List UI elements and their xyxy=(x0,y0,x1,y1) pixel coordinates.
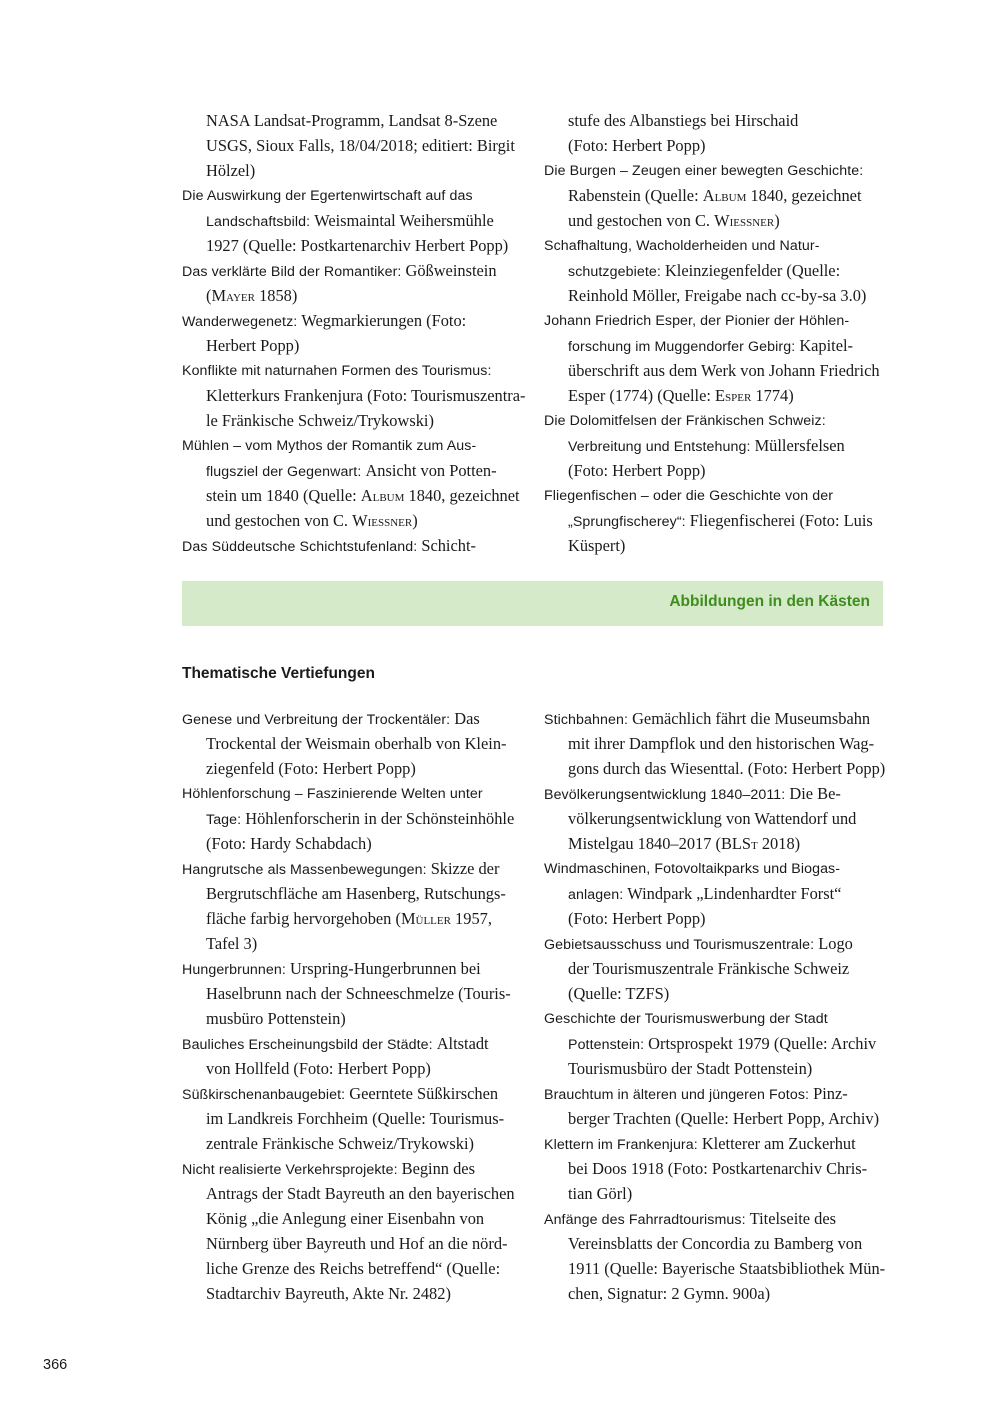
caption-title-text: forschung im Muggendorfer Gebirg: xyxy=(568,339,800,355)
caption-source-text: tian Görl) xyxy=(568,1184,633,1203)
caption-source-text: Höhlenforscherin in der Schönsteinhöhle xyxy=(245,809,515,828)
caption-title-text: Genese und Verbreitung der Trockentäler: xyxy=(182,712,455,728)
caption-line xyxy=(568,984,669,1005)
caption-line xyxy=(206,909,492,930)
caption-entry-start xyxy=(182,311,466,332)
caption-source-text: und gestochen von C. xyxy=(568,211,715,230)
caption-source-text: Skizze der xyxy=(430,859,500,878)
caption-line xyxy=(568,186,862,207)
caption-source-text: ) xyxy=(774,211,780,230)
caption-source-text: musbüro Pottenstein) xyxy=(206,1009,346,1028)
caption-source-text: Wiessner xyxy=(714,211,775,230)
caption-line xyxy=(568,734,874,755)
caption-title-text: Hungerbrunnen: xyxy=(182,962,290,978)
caption-source-text: Fliegenfischerei (Foto: Luis xyxy=(689,511,873,530)
caption-title-text: Klettern im Frankenjura: xyxy=(544,1137,702,1153)
caption-source-text: Trockental der Weismain oberhalb von Klein- xyxy=(206,734,507,753)
caption-source-text: Esper (1774) (Quelle: xyxy=(568,386,716,405)
caption-source-text: 1840, gezeichnet xyxy=(746,186,862,205)
caption-title-text: Stichbahnen: xyxy=(544,712,633,728)
caption-title-text: Pottenstein: xyxy=(568,1037,649,1053)
caption-column-bottom-left xyxy=(182,709,524,1309)
caption-title-text: Landschaftsbild: xyxy=(206,214,315,230)
caption-title-text: Die Burgen – Zeugen einer bewegten Geschichte: xyxy=(544,163,864,179)
caption-entry-start xyxy=(182,261,497,282)
caption-source-text: 1911 (Quelle: Bayerische Staatsbibliothek Mün- xyxy=(568,1259,886,1278)
caption-source-text: USGS, Sioux Falls, 18/04/2018; editiert: Birgit xyxy=(206,136,515,155)
caption-source-text: bei Doos 1918 (Foto: Postkartenarchiv Chris- xyxy=(568,1159,868,1178)
caption-source-text: 2018) xyxy=(757,834,801,853)
caption-source-text: Vereinsblatts der Concordia zu Bamberg von xyxy=(568,1234,863,1253)
caption-source-text: Kletterkurs Frankenjura (Foto: Tourismuszentra- xyxy=(206,386,526,405)
caption-source-text: Tourismusbüro der Stadt Pottenstein) xyxy=(568,1059,813,1078)
caption-title-text: Die Dolomitfelsen der Fränkischen Schweiz: xyxy=(544,413,826,429)
caption-source-text: t xyxy=(751,834,758,853)
caption-source-text: (Foto: Herbert Popp) xyxy=(568,909,706,928)
caption-source-text: Titelseite des xyxy=(749,1209,837,1228)
caption-source-text: mit ihrer Dampflok und den historischen Wag- xyxy=(568,734,875,753)
caption-entry-start xyxy=(182,361,492,381)
caption-column-top-right xyxy=(544,111,886,561)
caption-line xyxy=(206,336,299,357)
caption-source-text: Kleinziegenfelder (Quelle: xyxy=(664,261,841,280)
caption-line xyxy=(206,1184,515,1205)
caption-source-text: Haselbrunn nach der Schneeschmelze (Touris- xyxy=(206,984,511,1003)
caption-title-text: Verbreitung und Entstehung: xyxy=(568,439,755,455)
caption-source-text: im Landkreis Forchheim (Quelle: Tourismus- xyxy=(206,1109,505,1128)
caption-source-text: Beginn des xyxy=(401,1159,475,1178)
caption-source-text: ziegenfeld (Foto: Herbert Popp) xyxy=(206,759,416,778)
caption-source-text: Altstadt xyxy=(436,1034,489,1053)
caption-title-text: flugsziel der Gegenwart: xyxy=(206,464,366,480)
caption-line xyxy=(568,336,853,357)
caption-source-text: Geerntete Süßkirschen xyxy=(349,1084,499,1103)
caption-source-text: NASA Landsat-Programm, Landsat 8-Szene xyxy=(206,111,498,130)
caption-source-text: Tafel 3) xyxy=(206,934,258,953)
caption-entry-start xyxy=(544,1134,856,1155)
caption-source-text: Antrags der Stadt Bayreuth an den bayerischen xyxy=(206,1184,515,1203)
section-banner xyxy=(182,581,883,626)
caption-line xyxy=(206,984,511,1005)
caption-line xyxy=(206,934,257,955)
caption-source-text: von Hollfeld (Foto: Herbert Popp) xyxy=(206,1059,431,1078)
caption-line xyxy=(568,834,800,855)
caption-entry-start xyxy=(182,959,481,980)
caption-source-text: Urspring-Hungerbrunnen bei xyxy=(289,959,481,978)
caption-source-text: Müller xyxy=(400,909,451,928)
caption-entry-start xyxy=(544,709,870,730)
caption-title-text: Johann Friedrich Esper, der Pionier der Höhlen- xyxy=(544,313,850,329)
caption-source-text: Rabenstein (Quelle: xyxy=(568,186,703,205)
caption-source-text: stein um 1840 (Quelle: xyxy=(206,486,361,505)
caption-source-text: (Foto: Herbert Popp) xyxy=(568,461,706,480)
caption-line xyxy=(568,536,625,557)
caption-source-text: Kapitel- xyxy=(799,336,854,355)
caption-line xyxy=(206,386,525,407)
caption-line xyxy=(206,211,494,232)
caption-line xyxy=(568,1059,812,1080)
caption-line xyxy=(206,1109,504,1130)
caption-source-text: Mistelgau 1840–2017 (BLS xyxy=(568,834,752,853)
caption-line xyxy=(206,511,418,532)
caption-source-text: Wegmarkierungen (Foto: xyxy=(301,311,467,330)
caption-line xyxy=(568,1159,867,1180)
caption-line xyxy=(568,959,849,980)
caption-source-text: Album xyxy=(702,186,747,205)
caption-line xyxy=(206,461,497,482)
caption-line xyxy=(206,286,297,307)
caption-line xyxy=(568,1234,862,1255)
caption-source-text: 1858) xyxy=(254,286,298,305)
caption-title-text: Konflikte mit naturnahen Formen des Tourismus: xyxy=(182,363,492,379)
caption-title-text: schutzgebiete: xyxy=(568,264,665,280)
caption-title-text: Süßkirschenanbaugebiet: xyxy=(182,1087,350,1103)
caption-source-text: chen, Signatur: 2 Gymn. 900a) xyxy=(568,1284,771,1303)
caption-line xyxy=(568,211,780,232)
caption-line xyxy=(206,809,514,830)
caption-entry-start xyxy=(544,311,849,331)
caption-entry-start xyxy=(544,934,853,955)
caption-line xyxy=(568,286,866,307)
caption-line xyxy=(568,1184,632,1205)
caption-source-text: 1840, gezeichnet xyxy=(404,486,520,505)
caption-source-text: Ansicht von Potten- xyxy=(365,461,497,480)
caption-line xyxy=(206,1284,451,1305)
caption-source-text: Windpark „Lindenhardter Forst“ xyxy=(627,884,842,903)
caption-source-text: Die Be- xyxy=(789,784,841,803)
caption-line xyxy=(206,111,497,132)
caption-source-text: Mayer xyxy=(211,286,255,305)
caption-line xyxy=(568,361,880,382)
caption-source-text: gons durch das Wiesenttal. (Foto: Herbert Popp) xyxy=(568,759,886,778)
caption-source-text: Album xyxy=(360,486,405,505)
caption-line xyxy=(568,809,856,830)
caption-line xyxy=(206,236,508,257)
caption-line xyxy=(206,411,434,432)
caption-line xyxy=(568,461,705,482)
caption-source-text: Gößweinstein xyxy=(405,261,497,280)
caption-entry-start xyxy=(544,1209,836,1230)
caption-line xyxy=(568,1284,770,1305)
caption-line xyxy=(206,834,372,855)
caption-entry-start xyxy=(182,709,480,730)
caption-entry-start xyxy=(182,1034,489,1055)
caption-line xyxy=(568,511,873,532)
caption-entry-start xyxy=(544,161,863,181)
caption-line xyxy=(568,436,845,457)
caption-entry-start xyxy=(182,1159,475,1180)
caption-title-text: anlagen: xyxy=(568,887,628,903)
caption-line xyxy=(206,884,506,905)
caption-source-text: Ortsprospekt 1979 (Quelle: Archiv xyxy=(648,1034,877,1053)
caption-line xyxy=(206,1259,500,1280)
caption-entry-start xyxy=(182,784,483,804)
caption-line xyxy=(206,1009,346,1030)
caption-entry-start xyxy=(544,411,826,431)
caption-line xyxy=(206,1234,507,1255)
caption-line xyxy=(568,261,840,282)
caption-source-text: Logo xyxy=(818,934,853,953)
caption-entry-start xyxy=(544,1084,848,1105)
caption-source-text: Küspert) xyxy=(568,536,626,555)
caption-entry-start xyxy=(544,1009,828,1029)
caption-source-text: Reinhold Möller, Freigabe nach cc-by-sa 3.0) xyxy=(568,286,867,305)
caption-source-text: Weismaintal Weihersmühle xyxy=(314,211,494,230)
caption-line xyxy=(568,111,798,132)
caption-line xyxy=(568,909,705,930)
caption-line xyxy=(206,1059,431,1080)
caption-entry-start xyxy=(182,536,476,557)
caption-line xyxy=(568,884,841,905)
caption-line xyxy=(206,759,416,780)
caption-title-text: Anfänge des Fahrradtourismus: xyxy=(544,1212,750,1228)
caption-source-text: stufe des Albanstiegs bei Hirschaid xyxy=(568,111,799,130)
caption-line xyxy=(206,1134,474,1155)
caption-source-text: ( xyxy=(206,286,212,305)
caption-source-text: Stadtarchiv Bayreuth, Akte Nr. 2482) xyxy=(206,1284,451,1303)
caption-line xyxy=(568,1034,876,1055)
caption-source-text: Gemächlich fährt die Museumsbahn xyxy=(632,709,871,728)
caption-line xyxy=(206,734,506,755)
caption-entry-start xyxy=(182,186,473,206)
caption-source-text: 1774) xyxy=(751,386,794,405)
caption-title-text: Tage: xyxy=(206,812,246,828)
caption-source-text: Bergrutschfläche am Hasenberg, Rutschungs- xyxy=(206,884,506,903)
caption-line xyxy=(568,386,794,407)
caption-source-text: Hölzel) xyxy=(206,161,256,180)
caption-entry-start xyxy=(544,236,820,256)
caption-source-text: berger Trachten (Quelle: Herbert Popp, Archiv) xyxy=(568,1109,880,1128)
section-heading: Thematische Vertiefungen xyxy=(182,665,375,682)
caption-source-text: Müllersfelsen xyxy=(754,436,845,455)
caption-title-text: Gebietsausschuss und Tourismuszentrale: xyxy=(544,937,819,953)
caption-source-text: der Tourismuszentrale Fränkische Schweiz xyxy=(568,959,850,978)
caption-title-text: Wanderwegenetz: xyxy=(182,314,302,330)
caption-column-bottom-right xyxy=(544,709,886,1309)
caption-source-text: Herbert Popp) xyxy=(206,336,300,355)
caption-source-text: König „die Anlegung einer Eisenbahn von xyxy=(206,1209,485,1228)
caption-source-text: 1957, xyxy=(450,909,492,928)
caption-source-text: Esper xyxy=(715,386,752,405)
caption-title-text: Mühlen – vom Mythos der Romantik zum Aus- xyxy=(182,438,477,454)
caption-line xyxy=(568,1259,885,1280)
caption-line xyxy=(206,486,520,507)
caption-line xyxy=(206,136,515,157)
caption-entry-start xyxy=(544,784,841,805)
caption-title-text: Das Süddeutsche Schichtstufenland: xyxy=(182,539,422,555)
caption-source-text: und gestochen von C. xyxy=(206,511,353,530)
caption-line xyxy=(568,136,705,157)
caption-source-text: Wiessner xyxy=(352,511,413,530)
caption-entry-start xyxy=(544,859,840,879)
caption-title-text: Bevölkerungsentwicklung 1840–2011: xyxy=(544,787,790,803)
caption-source-text: Nürnberg über Bayreuth und Hof an die nörd- xyxy=(206,1234,508,1253)
caption-source-text: liche Grenze des Reichs betreffend“ (Quelle: xyxy=(206,1259,501,1278)
caption-source-text: Schicht- xyxy=(421,536,476,555)
caption-title-text: Brauchtum in älteren und jüngeren Fotos: xyxy=(544,1087,814,1103)
caption-line xyxy=(568,1109,879,1130)
caption-entry-start xyxy=(544,486,833,506)
caption-title-text: Hangrutsche als Massenbewegungen: xyxy=(182,862,431,878)
page-number: 366 xyxy=(43,1357,68,1373)
caption-source-text: überschrift aus dem Werk von Johann Friedrich xyxy=(568,361,880,380)
caption-source-text: (Foto: Herbert Popp) xyxy=(568,136,706,155)
banner-title: Abbildungen in den Kästen xyxy=(669,593,870,610)
caption-source-text: (Foto: Hardy Schabdach) xyxy=(206,834,372,853)
caption-source-text: le Fränkische Schweiz/Trykowski) xyxy=(206,411,434,430)
caption-title-text: Schafhaltung, Wacholderheiden und Natur- xyxy=(544,238,820,254)
caption-title-text: Fliegenfischen – oder die Geschichte von der xyxy=(544,488,834,504)
caption-source-text: 1927 (Quelle: Postkartenarchiv Herbert Popp) xyxy=(206,236,509,255)
caption-title-text: Geschichte der Tourismuswerbung der Stadt xyxy=(544,1011,828,1027)
caption-column-top-left xyxy=(182,111,524,561)
caption-title-text: „Sprungfischerey“: xyxy=(568,514,690,530)
caption-entry-start xyxy=(182,1084,498,1105)
caption-title-text: Windmaschinen, Fotovoltaikparks und Biogas- xyxy=(544,861,841,877)
caption-title-text: Höhlenforschung – Faszinierende Welten unter xyxy=(182,786,483,802)
caption-entry-start xyxy=(182,436,476,456)
caption-line xyxy=(206,161,255,182)
caption-source-text: ) xyxy=(412,511,418,530)
caption-title-text: Nicht realisierte Verkehrsprojekte: xyxy=(182,1162,402,1178)
caption-source-text: Pinz- xyxy=(813,1084,848,1103)
caption-source-text: (Quelle: TZFS) xyxy=(568,984,670,1003)
caption-title-text: Die Auswirkung der Egertenwirtschaft auf das xyxy=(182,188,473,204)
caption-source-text: völkerungsentwicklung von Wattendorf und xyxy=(568,809,857,828)
caption-title-text: Bauliches Erscheinungsbild der Städte: xyxy=(182,1037,437,1053)
caption-line xyxy=(568,759,885,780)
caption-source-text: fläche farbig hervorgehoben ( xyxy=(206,909,401,928)
caption-entry-start xyxy=(182,859,499,880)
caption-source-text: Kletterer am Zuckerhut xyxy=(701,1134,856,1153)
caption-title-text: Das verklärte Bild der Romantiker: xyxy=(182,264,406,280)
caption-line xyxy=(206,1209,484,1230)
caption-source-text: zentrale Fränkische Schweiz/Trykowski) xyxy=(206,1134,474,1153)
caption-source-text: Das xyxy=(454,709,480,728)
